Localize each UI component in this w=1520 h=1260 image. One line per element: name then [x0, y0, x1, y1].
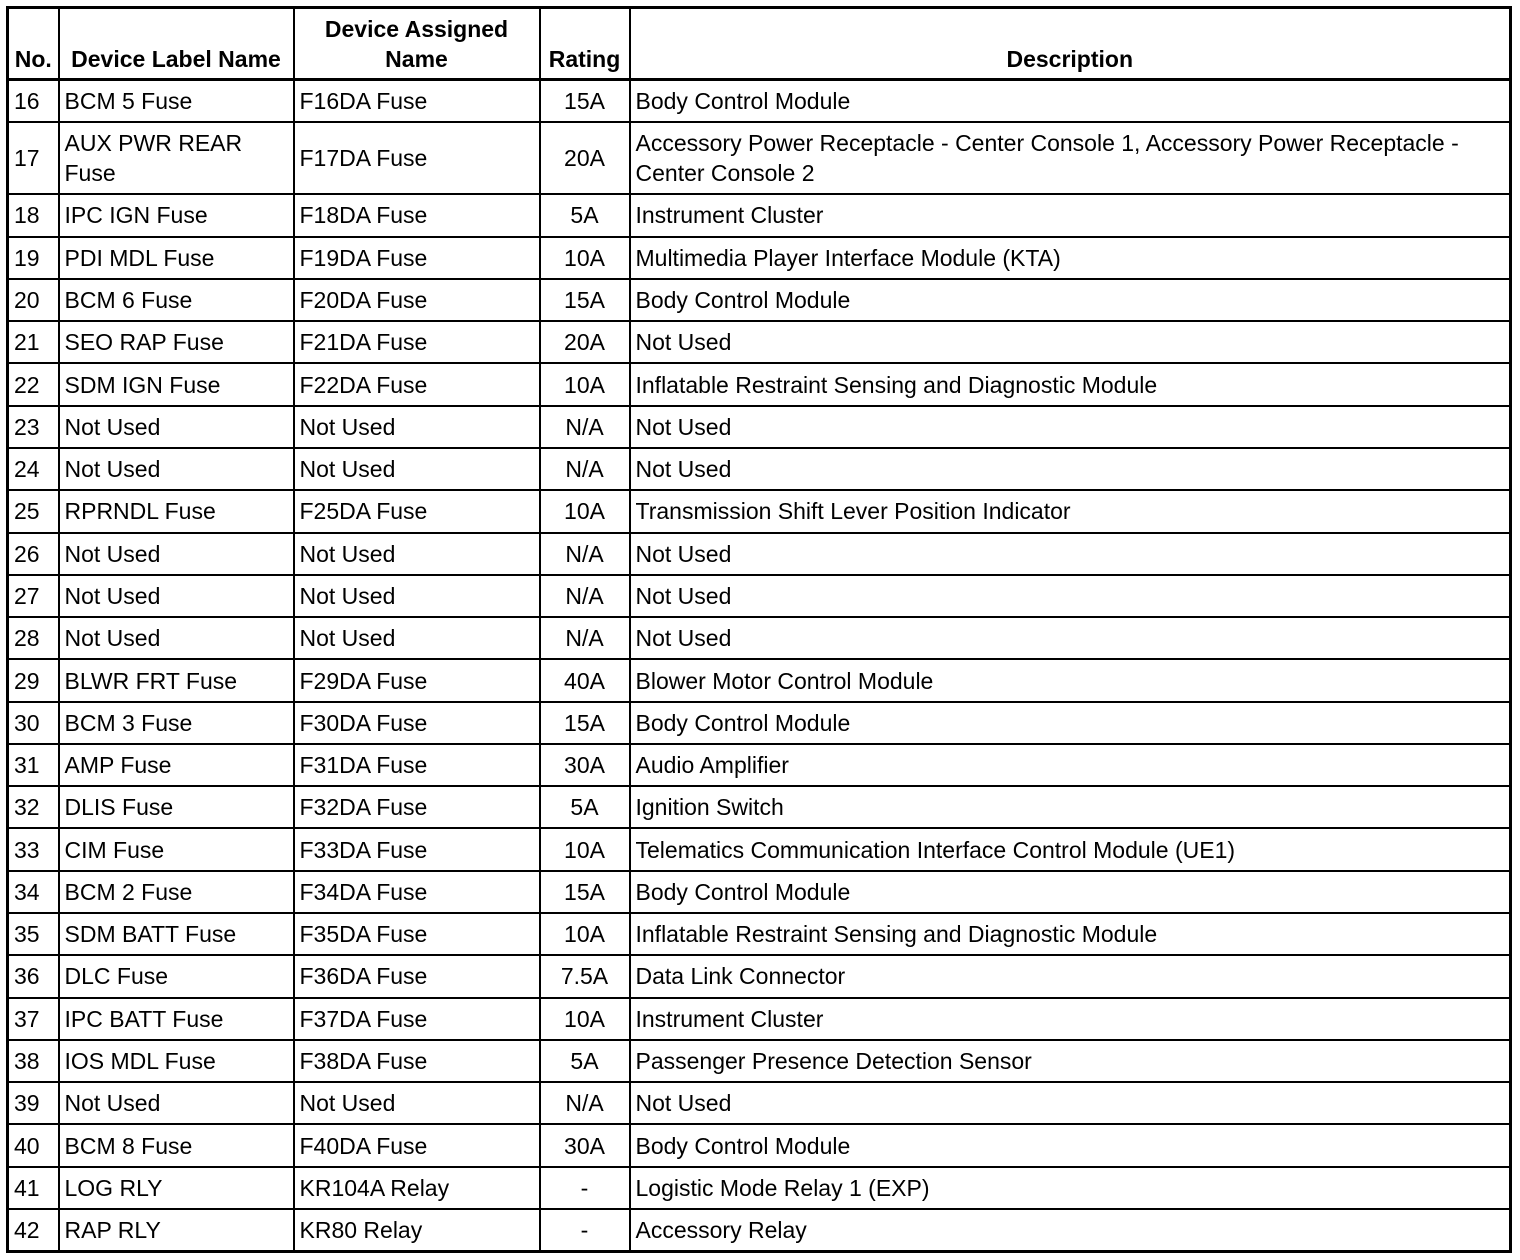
cell-rating: 5A: [540, 786, 630, 828]
fuse-table: [6, 6, 1512, 1253]
cell-device-assigned-name: F34DA Fuse: [294, 871, 540, 913]
fuse-table-container: [6, 6, 1509, 1253]
table-row: [8, 575, 1511, 617]
cell-description: Body Control Module: [630, 871, 1511, 913]
cell-device-assigned-name: F38DA Fuse: [294, 1040, 540, 1082]
cell-description: Data Link Connector: [630, 955, 1511, 997]
cell-rating: 40A: [540, 659, 630, 701]
cell-device-assigned-name: F32DA Fuse: [294, 786, 540, 828]
cell-rating: N/A: [540, 406, 630, 448]
cell-no: 31: [8, 744, 59, 786]
cell-rating: N/A: [540, 448, 630, 490]
cell-no: 40: [8, 1124, 59, 1166]
cell-rating: N/A: [540, 575, 630, 617]
cell-no: 25: [8, 490, 59, 532]
cell-device-assigned-name: F29DA Fuse: [294, 659, 540, 701]
cell-device-assigned-name: KR80 Relay: [294, 1209, 540, 1251]
cell-device-assigned-name: F30DA Fuse: [294, 702, 540, 744]
table-row: [8, 1209, 1511, 1251]
cell-rating: 7.5A: [540, 955, 630, 997]
cell-rating: -: [540, 1209, 630, 1251]
cell-no: 16: [8, 80, 59, 122]
cell-device-assigned-name: F17DA Fuse: [294, 122, 540, 194]
cell-rating: 30A: [540, 1124, 630, 1166]
header-rating: Rating: [540, 8, 630, 80]
cell-device-label-name: IPC IGN Fuse: [59, 194, 294, 236]
cell-device-assigned-name: F37DA Fuse: [294, 998, 540, 1040]
cell-rating: 10A: [540, 913, 630, 955]
cell-description: Ignition Switch: [630, 786, 1511, 828]
cell-description: Telematics Communication Interface Control Module (UE1): [630, 828, 1511, 870]
table-row: [8, 279, 1511, 321]
cell-device-label-name: BCM 3 Fuse: [59, 702, 294, 744]
table-row: [8, 490, 1511, 532]
cell-device-assigned-name: Not Used: [294, 533, 540, 575]
cell-description: Multimedia Player Interface Module (KTA): [630, 237, 1511, 279]
cell-description: Body Control Module: [630, 1124, 1511, 1166]
cell-rating: 10A: [540, 490, 630, 532]
cell-rating: N/A: [540, 1082, 630, 1124]
cell-device-assigned-name: F31DA Fuse: [294, 744, 540, 786]
cell-description: Not Used: [630, 1082, 1511, 1124]
cell-device-assigned-name: F19DA Fuse: [294, 237, 540, 279]
table-row: [8, 828, 1511, 870]
cell-description: Inflatable Restraint Sensing and Diagnostic Module: [630, 363, 1511, 405]
cell-description: Blower Motor Control Module: [630, 659, 1511, 701]
cell-device-label-name: Not Used: [59, 617, 294, 659]
cell-description: Transmission Shift Lever Position Indicator: [630, 490, 1511, 532]
cell-device-label-name: RPRNDL Fuse: [59, 490, 294, 532]
table-row: [8, 406, 1511, 448]
cell-description: Instrument Cluster: [630, 194, 1511, 236]
cell-no: 18: [8, 194, 59, 236]
cell-no: 32: [8, 786, 59, 828]
table-row: [8, 998, 1511, 1040]
cell-description: Not Used: [630, 533, 1511, 575]
cell-device-label-name: LOG RLY: [59, 1167, 294, 1209]
cell-no: 35: [8, 913, 59, 955]
cell-no: 17: [8, 122, 59, 194]
cell-rating: 10A: [540, 363, 630, 405]
cell-device-assigned-name: F21DA Fuse: [294, 321, 540, 363]
cell-rating: -: [540, 1167, 630, 1209]
cell-rating: 5A: [540, 194, 630, 236]
cell-description: Not Used: [630, 448, 1511, 490]
cell-no: 30: [8, 702, 59, 744]
cell-rating: 20A: [540, 122, 630, 194]
header-row: [8, 8, 1511, 80]
cell-device-assigned-name: F16DA Fuse: [294, 80, 540, 122]
table-row: [8, 321, 1511, 363]
cell-no: 28: [8, 617, 59, 659]
cell-device-label-name: BLWR FRT Fuse: [59, 659, 294, 701]
cell-no: 23: [8, 406, 59, 448]
cell-description: Body Control Module: [630, 80, 1511, 122]
table-row: [8, 1040, 1511, 1082]
cell-no: 36: [8, 955, 59, 997]
header-device-assigned-name: Device Assigned Name: [294, 8, 540, 80]
table-row: [8, 122, 1511, 194]
cell-device-assigned-name: Not Used: [294, 406, 540, 448]
cell-description: Audio Amplifier: [630, 744, 1511, 786]
table-row: [8, 913, 1511, 955]
cell-rating: N/A: [540, 617, 630, 659]
cell-device-assigned-name: F35DA Fuse: [294, 913, 540, 955]
cell-no: 24: [8, 448, 59, 490]
cell-rating: 30A: [540, 744, 630, 786]
table-row: [8, 1124, 1511, 1166]
cell-device-label-name: Not Used: [59, 575, 294, 617]
cell-device-label-name: BCM 8 Fuse: [59, 1124, 294, 1166]
table-row: [8, 702, 1511, 744]
header-device-label-name: Device Label Name: [59, 8, 294, 80]
table-header: [8, 8, 1511, 80]
cell-device-assigned-name: Not Used: [294, 1082, 540, 1124]
cell-description: Passenger Presence Detection Sensor: [630, 1040, 1511, 1082]
table-row: [8, 617, 1511, 659]
table-row: [8, 1082, 1511, 1124]
cell-no: 21: [8, 321, 59, 363]
cell-no: 22: [8, 363, 59, 405]
cell-device-assigned-name: F25DA Fuse: [294, 490, 540, 532]
table-row: [8, 744, 1511, 786]
cell-device-assigned-name: F20DA Fuse: [294, 279, 540, 321]
cell-device-assigned-name: F36DA Fuse: [294, 955, 540, 997]
cell-device-label-name: SEO RAP Fuse: [59, 321, 294, 363]
cell-device-label-name: AMP Fuse: [59, 744, 294, 786]
cell-description: Not Used: [630, 575, 1511, 617]
cell-device-label-name: DLC Fuse: [59, 955, 294, 997]
cell-description: Not Used: [630, 321, 1511, 363]
cell-rating: 15A: [540, 279, 630, 321]
cell-device-label-name: SDM IGN Fuse: [59, 363, 294, 405]
cell-device-assigned-name: Not Used: [294, 575, 540, 617]
table-row: [8, 448, 1511, 490]
cell-no: 37: [8, 998, 59, 1040]
table-row: [8, 955, 1511, 997]
cell-device-assigned-name: F18DA Fuse: [294, 194, 540, 236]
cell-rating: 10A: [540, 998, 630, 1040]
cell-device-label-name: Not Used: [59, 406, 294, 448]
cell-description: Logistic Mode Relay 1 (EXP): [630, 1167, 1511, 1209]
cell-device-label-name: AUX PWR REAR Fuse: [59, 122, 294, 194]
cell-description: Accessory Power Receptacle - Center Console 1, Accessory Power Receptacle - Center Console 2: [630, 122, 1511, 194]
cell-device-label-name: Not Used: [59, 533, 294, 575]
cell-no: 33: [8, 828, 59, 870]
cell-rating: 15A: [540, 702, 630, 744]
table-row: [8, 1167, 1511, 1209]
cell-rating: 15A: [540, 80, 630, 122]
cell-description: Body Control Module: [630, 702, 1511, 744]
cell-device-label-name: SDM BATT Fuse: [59, 913, 294, 955]
cell-device-assigned-name: Not Used: [294, 448, 540, 490]
cell-description: Not Used: [630, 617, 1511, 659]
cell-no: 42: [8, 1209, 59, 1251]
cell-device-label-name: BCM 5 Fuse: [59, 80, 294, 122]
table-row: [8, 533, 1511, 575]
cell-no: 41: [8, 1167, 59, 1209]
cell-no: 20: [8, 279, 59, 321]
cell-no: 34: [8, 871, 59, 913]
header-no: No.: [8, 8, 59, 80]
table-row: [8, 786, 1511, 828]
cell-rating: 20A: [540, 321, 630, 363]
cell-device-label-name: DLIS Fuse: [59, 786, 294, 828]
cell-description: Accessory Relay: [630, 1209, 1511, 1251]
cell-device-assigned-name: Not Used: [294, 617, 540, 659]
cell-device-label-name: RAP RLY: [59, 1209, 294, 1251]
cell-rating: 10A: [540, 828, 630, 870]
cell-device-assigned-name: KR104A Relay: [294, 1167, 540, 1209]
cell-device-label-name: Not Used: [59, 448, 294, 490]
cell-no: 38: [8, 1040, 59, 1082]
cell-no: 26: [8, 533, 59, 575]
cell-device-assigned-name: F22DA Fuse: [294, 363, 540, 405]
cell-device-label-name: BCM 2 Fuse: [59, 871, 294, 913]
cell-device-label-name: PDI MDL Fuse: [59, 237, 294, 279]
table-body: [8, 80, 1511, 1252]
cell-device-label-name: IPC BATT Fuse: [59, 998, 294, 1040]
cell-rating: 15A: [540, 871, 630, 913]
table-row: [8, 363, 1511, 405]
cell-no: 19: [8, 237, 59, 279]
cell-no: 29: [8, 659, 59, 701]
cell-device-label-name: IOS MDL Fuse: [59, 1040, 294, 1082]
table-row: [8, 194, 1511, 236]
table-row: [8, 659, 1511, 701]
table-row: [8, 80, 1511, 122]
cell-rating: 10A: [540, 237, 630, 279]
cell-description: Inflatable Restraint Sensing and Diagnostic Module: [630, 913, 1511, 955]
table-row: [8, 237, 1511, 279]
table-row: [8, 871, 1511, 913]
cell-rating: N/A: [540, 533, 630, 575]
cell-device-label-name: CIM Fuse: [59, 828, 294, 870]
cell-rating: 5A: [540, 1040, 630, 1082]
cell-device-assigned-name: F40DA Fuse: [294, 1124, 540, 1166]
cell-description: Body Control Module: [630, 279, 1511, 321]
cell-description: Not Used: [630, 406, 1511, 448]
cell-device-label-name: Not Used: [59, 1082, 294, 1124]
header-description: Description: [630, 8, 1511, 80]
cell-no: 27: [8, 575, 59, 617]
cell-device-label-name: BCM 6 Fuse: [59, 279, 294, 321]
cell-description: Instrument Cluster: [630, 998, 1511, 1040]
cell-device-assigned-name: F33DA Fuse: [294, 828, 540, 870]
cell-no: 39: [8, 1082, 59, 1124]
